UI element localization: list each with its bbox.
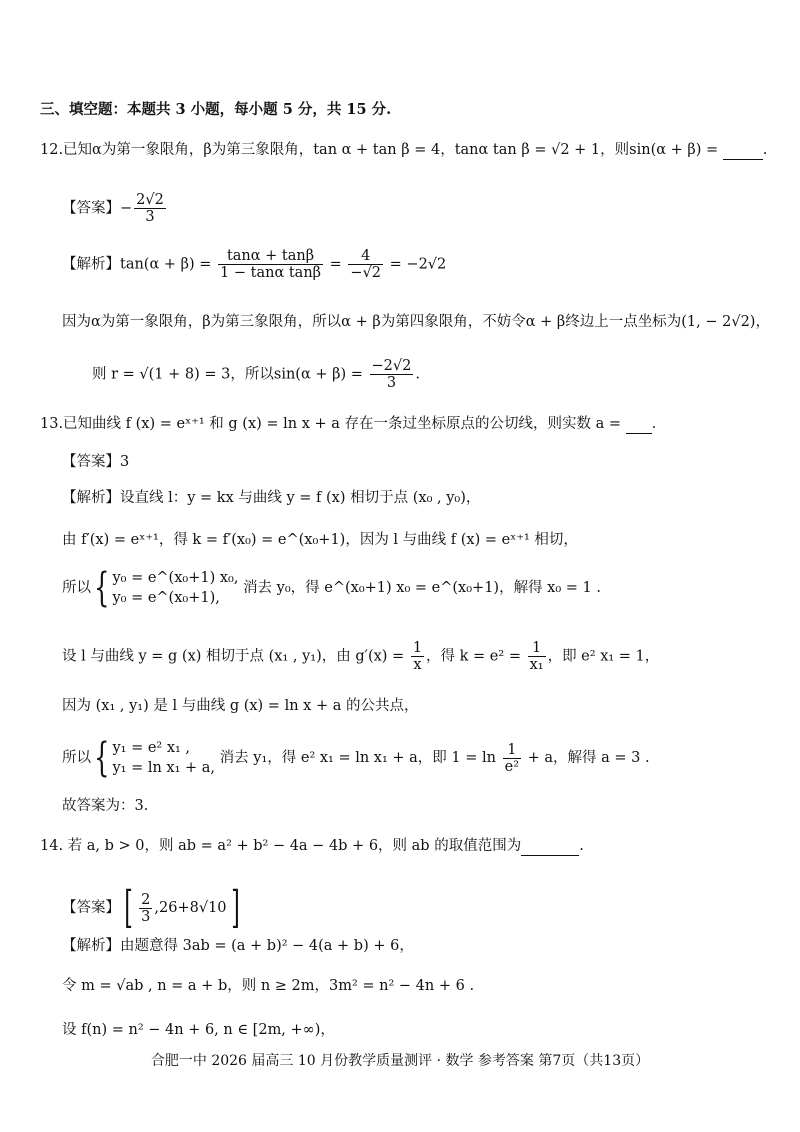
q13-system1 bbox=[62, 565, 601, 611]
line-text: ，得 k = e² = bbox=[426, 648, 521, 665]
analysis-label: 【解析】 bbox=[62, 256, 120, 273]
fraction-denominator: 1 − tanα tanβ bbox=[220, 265, 322, 281]
answer-fraction bbox=[134, 192, 166, 225]
system-row: y₀ = e^(x₀+1), bbox=[112, 590, 220, 606]
line-text: 消去 y₀，得 e^(x₀+1) x₀ = e^(x₀+1)，解得 x₀ = 1 . bbox=[243, 580, 601, 596]
fraction-denominator: 3 bbox=[145, 209, 155, 225]
line-text: 消去 y₁，得 e² x₁ = ln x₁ + a，即 1 = ln bbox=[219, 750, 496, 766]
fraction-denominator: 3 bbox=[141, 908, 151, 925]
left-brace: { bbox=[94, 735, 110, 781]
q14-analysis1: 【解析】由题意得 3ab = (a + b)² − 4(a + b) + 6， bbox=[62, 938, 414, 954]
fraction bbox=[411, 640, 424, 673]
fraction-denominator: x bbox=[413, 657, 422, 673]
result-fraction bbox=[370, 358, 414, 391]
equation-system bbox=[112, 738, 215, 778]
fraction-denominator: e² bbox=[504, 758, 520, 775]
fraction-denominator: x₁ bbox=[529, 657, 544, 673]
q13-answer: 【答案】3 bbox=[62, 454, 130, 470]
fraction bbox=[503, 742, 521, 775]
q14-analysis2: 令 m = √ab , n = a + b，则 n ≥ 2m，3m² = n² − 4n + 6 . bbox=[62, 978, 475, 994]
left-bracket: [ bbox=[124, 882, 133, 933]
q13-line4 bbox=[62, 640, 659, 673]
fraction-numerator: 1 bbox=[412, 640, 423, 656]
answer-blank bbox=[723, 159, 763, 160]
q12-line3 bbox=[92, 358, 420, 391]
fraction-numerator: 4 bbox=[348, 248, 383, 265]
system-row: y₁ = e² x₁ , bbox=[112, 740, 191, 756]
answer-blank bbox=[521, 855, 579, 856]
q13-line5: 因为 (x₁ , y₁) 是 l 与曲线 g (x) = ln x + a 的公共点， bbox=[62, 698, 419, 714]
q12-answer bbox=[62, 192, 168, 225]
q13-conclusion: 故答案为：3. bbox=[62, 798, 149, 814]
fraction-denominator: −√2 bbox=[350, 265, 382, 281]
system-row: y₀ = e^(x₀+1) x₀, bbox=[112, 570, 239, 586]
fraction-numerator: 2√2 bbox=[136, 192, 164, 208]
fraction-denominator: 3 bbox=[386, 375, 397, 391]
fraction-numerator: tanα + tanβ bbox=[218, 248, 323, 265]
fraction-numerator: 1 bbox=[503, 742, 521, 759]
q12-question: 12.已知α为第一象限角，β为第三象限角，tan α + tan β = 4，tanα tan β = √2 + 1，则sin(α + β) = . bbox=[40, 142, 768, 158]
line-text: 设 l 与曲线 y = g (x) 相切于点 (x₁ , y₁)，由 g′(x) = bbox=[62, 648, 405, 665]
section-header: 三、填空题：本题共 3 小题，每小题 5 分，共 15 分. bbox=[40, 101, 392, 118]
q14-answer bbox=[62, 882, 244, 933]
q12-line2: 因为α为第一象限角，β为第三象限角，所以α + β为第四象限角，不妨令α + β终边上一点坐标为(1, − 2√2)， bbox=[62, 314, 770, 330]
q12-analysis bbox=[62, 248, 446, 281]
answer-sign: − bbox=[120, 200, 133, 217]
answer-label: 【答案】 bbox=[62, 900, 120, 916]
page-footer: 合肥一中 2026 届高三 10 月份教学质量测评 · 数学 参考答案 第7页（共13页） bbox=[150, 1053, 650, 1069]
q13-system2 bbox=[62, 735, 650, 781]
right-bracket: ] bbox=[230, 882, 240, 933]
q14-analysis3: 设 f(n) = n² − 4n + 6, n ∈ [2m, +∞)， bbox=[62, 1022, 335, 1038]
formula-lhs: tan(α + β) = bbox=[120, 256, 212, 273]
answer-blank bbox=[626, 433, 652, 434]
fraction-numerator: 2 bbox=[141, 891, 151, 908]
fraction-numerator: −2√2 bbox=[371, 358, 412, 374]
q13-analysis1: 【解析】设直线 l：y = kx 与曲线 y = f (x) 相切于点 (x₀ , y₀)， bbox=[62, 490, 481, 506]
formula-fraction-2 bbox=[348, 248, 383, 281]
period: . bbox=[415, 366, 420, 383]
equals-sign: = bbox=[329, 256, 342, 273]
line-text: 则 r = √(1 + 8) = 3，所以sin(α + β) = bbox=[92, 366, 363, 383]
line-text: ，即 e² x₁ = 1， bbox=[547, 648, 660, 665]
line-text: 所以 bbox=[62, 750, 91, 766]
answer-rest: ,26+8√10 bbox=[154, 900, 227, 916]
formula-fraction bbox=[218, 248, 323, 281]
answer-fraction bbox=[139, 892, 152, 925]
q14-question: 14. 若 a, b > 0，则 ab = a² + b² − 4a − 4b + 6，则 ab 的取值范围为 . bbox=[40, 838, 584, 854]
equation-system bbox=[112, 568, 238, 608]
formula-result: = −2√2 bbox=[389, 256, 447, 273]
line-text: + a，解得 a = 3 . bbox=[527, 750, 650, 766]
q13-question: 13.已知曲线 f (x) = eˣ⁺¹ 和 g (x) = ln x + a 存在一条过坐标原点的公切线，则实数 a = . bbox=[40, 416, 657, 432]
system-row: y₁ = ln x₁ + a, bbox=[112, 760, 216, 776]
fraction bbox=[528, 640, 546, 673]
left-brace: { bbox=[94, 565, 110, 611]
line-text: 所以 bbox=[62, 580, 91, 596]
q13-analysis2: 由 f′(x) = eˣ⁺¹，得 k = f′(x₀) = e^(x₀+1)，因为 l 与曲线 f (x) = eˣ⁺¹ 相切， bbox=[62, 532, 578, 548]
answer-label: 【答案】 bbox=[62, 200, 120, 217]
fraction-numerator: 1 bbox=[528, 640, 546, 657]
